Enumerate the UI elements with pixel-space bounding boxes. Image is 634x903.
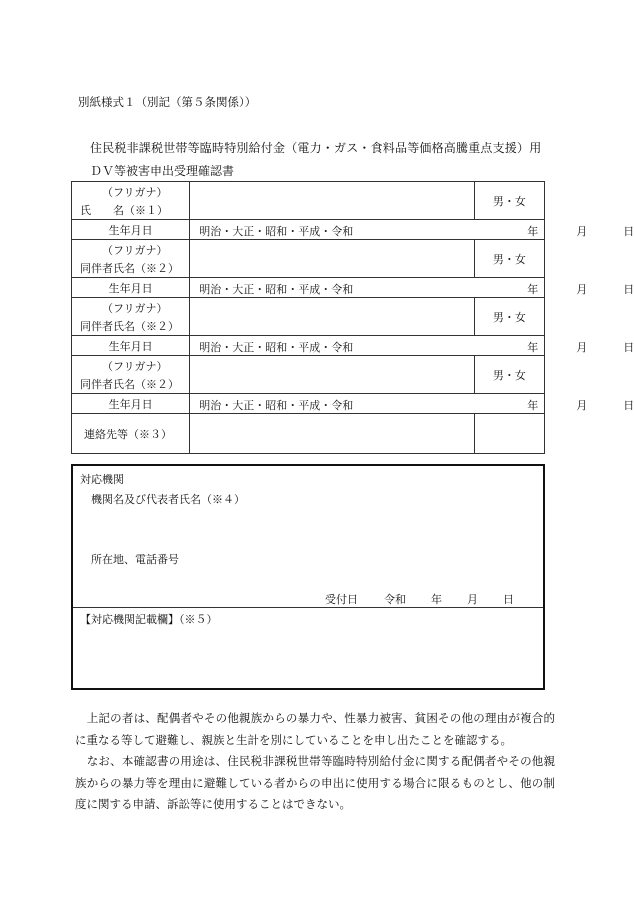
applicant-table xyxy=(71,181,634,454)
companion-name-field[interactable] xyxy=(190,356,475,394)
contact-label: 連絡先等（※３） xyxy=(72,414,190,454)
received-year-label: 年 xyxy=(431,593,442,606)
companion-name-field[interactable] xyxy=(190,298,475,336)
applicant-name-row xyxy=(72,182,545,220)
day-label: 日 xyxy=(623,283,634,296)
companion-birth-row xyxy=(72,336,545,356)
companion-name-row xyxy=(72,240,545,278)
companion-name-field[interactable] xyxy=(190,240,475,278)
agency-address-label: 所在地、電話番号 xyxy=(91,553,179,566)
applicant-birth-row xyxy=(72,220,545,240)
companion-birth-row xyxy=(72,394,545,414)
form-number-label: 別紙様式１（別記（第５条関係）） xyxy=(78,95,257,109)
applicant-birth-date-field[interactable] xyxy=(190,220,634,240)
furigana-label: （フリガナ） xyxy=(102,186,168,199)
day-label: 日 xyxy=(623,341,634,354)
companion-gender-cell[interactable]: 男・女 xyxy=(474,356,544,394)
companion-name-label: 同伴者氏名（※２） xyxy=(80,262,179,275)
year-label: 年 xyxy=(527,399,539,412)
applicant-name-label: 氏 名（※１） xyxy=(80,204,168,217)
year-label: 年 xyxy=(527,225,539,238)
agency-divider xyxy=(73,607,543,608)
month-label: 月 xyxy=(576,225,588,238)
companion-name-label-cell xyxy=(72,356,190,394)
agency-notes-label: 【対応機関記載欄】（※５） xyxy=(80,613,218,626)
month-label: 月 xyxy=(576,283,588,296)
day-label: 日 xyxy=(623,225,634,238)
companion-name-label-cell xyxy=(72,298,190,336)
month-label: 月 xyxy=(576,399,588,412)
day-label: 日 xyxy=(623,399,634,412)
contact-field[interactable] xyxy=(190,414,475,454)
contact-extra-field[interactable] xyxy=(474,414,544,454)
received-day-label: 日 xyxy=(503,593,514,606)
companion-birth-row xyxy=(72,278,545,298)
birth-date-label: 生年月日 xyxy=(72,394,190,414)
contact-row xyxy=(72,414,545,454)
received-era-label: 令和 xyxy=(384,593,406,606)
birth-date-label: 生年月日 xyxy=(72,336,190,356)
applicant-name-label-cell xyxy=(72,182,190,220)
companion-name-label: 同伴者氏名（※２） xyxy=(80,378,179,391)
era-options: 明治・大正・昭和・平成・令和 xyxy=(199,225,354,238)
agency-name-label: 機関名及び代表者氏名（※４） xyxy=(91,493,245,506)
companion-name-row xyxy=(72,356,545,394)
birth-date-label: 生年月日 xyxy=(72,278,190,298)
usage-restriction-paragraph: なお、本確認書の用途は、住民税非課税世帯等臨時特別給付金に関する配偶者やその他親族からの暴力等を理由に避難している者からの申出に使用する場合に限るものとし、他の制度に関する申請、訴訟等に使用することはできない。 xyxy=(75,754,555,811)
furigana-label: （フリガナ） xyxy=(102,244,168,257)
agency-box xyxy=(71,464,545,690)
companion-name-label: 同伴者氏名（※２） xyxy=(80,320,179,333)
received-month-label: 月 xyxy=(467,593,478,606)
month-label: 月 xyxy=(576,341,588,354)
companion-name-row xyxy=(72,298,545,336)
companion-birth-date-field[interactable] xyxy=(190,336,634,356)
document-title-line2: ＤＶ等被害申出受理確認書 xyxy=(90,164,235,178)
birth-date-label: 生年月日 xyxy=(72,220,190,240)
confirmation-paragraph: 上記の者は、配偶者やその他親族からの暴力や、性暴力被害、貧困その他の理由が複合的に重なる等して避難し、親族と生計を別にしていることを申し出たことを確認する。 xyxy=(75,711,555,747)
received-date-label: 受付日 xyxy=(325,593,358,606)
document-title-line1: 住民税非課税世帯等臨時特別給付金（電力・ガス・食料品等価格高騰重点支援）用 xyxy=(90,141,542,155)
era-options: 明治・大正・昭和・平成・令和 xyxy=(199,341,354,354)
agency-title: 対応機関 xyxy=(80,473,124,486)
furigana-label: （フリガナ） xyxy=(102,360,168,373)
year-label: 年 xyxy=(527,341,539,354)
companion-gender-cell[interactable]: 男・女 xyxy=(474,240,544,278)
companion-birth-date-field[interactable] xyxy=(190,278,634,298)
companion-gender-cell[interactable]: 男・女 xyxy=(474,298,544,336)
era-options: 明治・大正・昭和・平成・令和 xyxy=(199,283,354,296)
year-label: 年 xyxy=(527,283,539,296)
furigana-label: （フリガナ） xyxy=(102,302,168,315)
companion-name-label-cell xyxy=(72,240,190,278)
applicant-gender-cell[interactable]: 男・女 xyxy=(474,182,544,220)
era-options: 明治・大正・昭和・平成・令和 xyxy=(199,399,354,412)
companion-birth-date-field[interactable] xyxy=(190,394,634,414)
applicant-name-field[interactable] xyxy=(190,182,475,220)
